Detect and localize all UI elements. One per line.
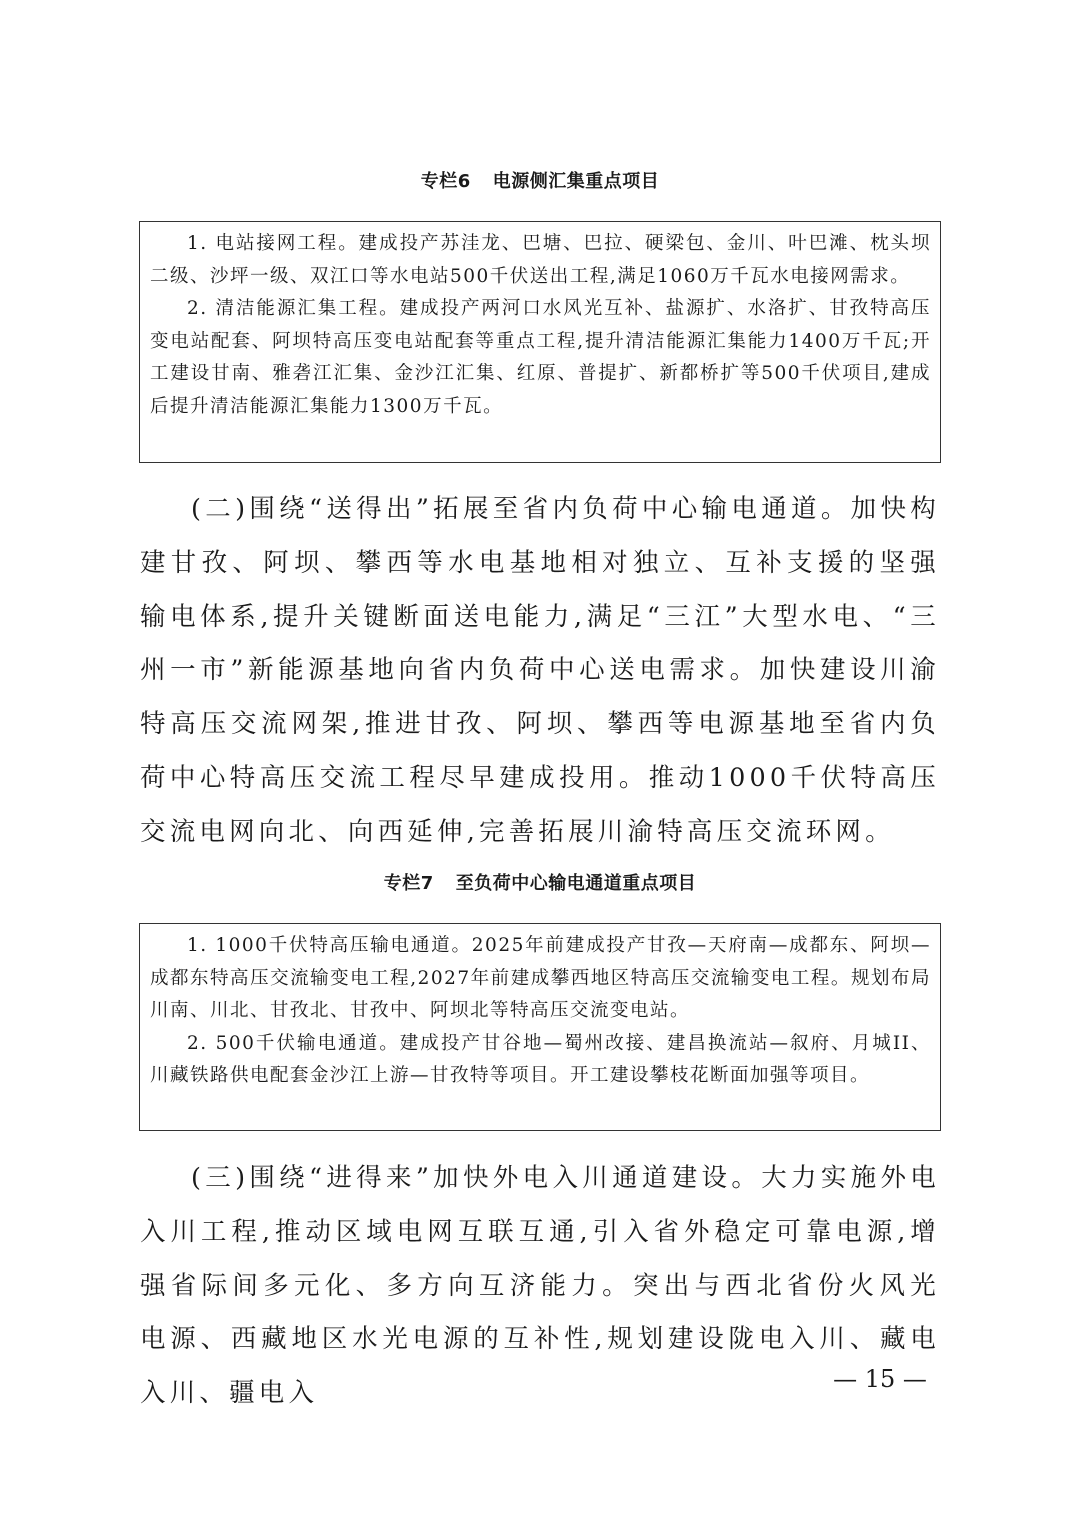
box6-item-1: 1. 电站接网工程。建成投产苏洼龙、巴塘、巴拉、硬梁包、金川、叶巴滩、枕头坝二级、沙坪一级、双江口等水电站500千伏送出工程,满足1060万千瓦水电接网需求。 bbox=[150, 233, 931, 287]
box6-title: 电源侧汇集重点项目 bbox=[492, 171, 660, 192]
page-number: — 15 — bbox=[833, 1365, 927, 1393]
body-paragraph-3: (三)围绕“进得来”加快外电入川通道建设。大力实施外电入川工程,推动区域电网互联互通,引入省外稳定可靠电源,增强省际间多元化、多方向互济能力。突出与西北省份火风光电源、西藏地区水光电源的互补性,规划建设陇电入川、藏电入川、疆电入 bbox=[140, 1163, 940, 1409]
box6-panel bbox=[139, 221, 941, 463]
box6-number: 专栏6 bbox=[420, 171, 471, 192]
box7-title: 至负荷中心输电通道重点项目 bbox=[455, 873, 697, 894]
box7-number: 专栏7 bbox=[383, 873, 434, 894]
body-paragraph-2: (二)围绕“送得出”拓展至省内负荷中心输电通道。加快构建甘孜、阿坝、攀西等水电基地相对独立、互补支援的坚强输电体系,提升关键断面送电能力,满足“三江”大型水电、“三州一市”新能源基地向省内负荷中心送电需求。加快建设川渝特高压交流网架,推进甘孜、阿坝、攀西等电源基地至省内负荷中心特高压交流工程尽早建成投用。推动1000千伏特高压交流电网向北、向西延伸,完善拓展川渝特高压交流环网。 bbox=[140, 494, 940, 847]
box7-item-1: 1. 1000千伏特高压输电通道。2025年前建成投产甘孜—天府南—成都东、阿坝—成都东特高压交流输变电工程,2027年前建成攀西地区特高压交流输变电工程。规划布局川南、川北、甘孜北、甘孜中、阿坝北等特高压交流变电站。 bbox=[150, 935, 931, 1021]
box6-heading bbox=[140, 170, 940, 194]
box6-item-2: 2. 清洁能源汇集工程。建成投产两河口水风光互补、盐源扩、水洛扩、甘孜特高压变电站配套、阿坝特高压变电站配套等重点工程,提升清洁能源汇集能力1400万千瓦;开工建设甘南、雅砻江汇集、金沙江汇集、红原、普提扩、新都桥扩等500千伏项目,建成后提升清洁能源汇集能力1300万千瓦。 bbox=[150, 298, 931, 417]
box7-item-2: 2. 500千伏输电通道。建成投产甘谷地—蜀州改接、建昌换流站—叙府、月城II、川藏铁路供电配套金沙江上游—甘孜特等项目。开工建设攀枝花断面加强等项目。 bbox=[150, 1032, 931, 1086]
box7-heading bbox=[140, 872, 940, 896]
box7-panel bbox=[139, 923, 941, 1131]
